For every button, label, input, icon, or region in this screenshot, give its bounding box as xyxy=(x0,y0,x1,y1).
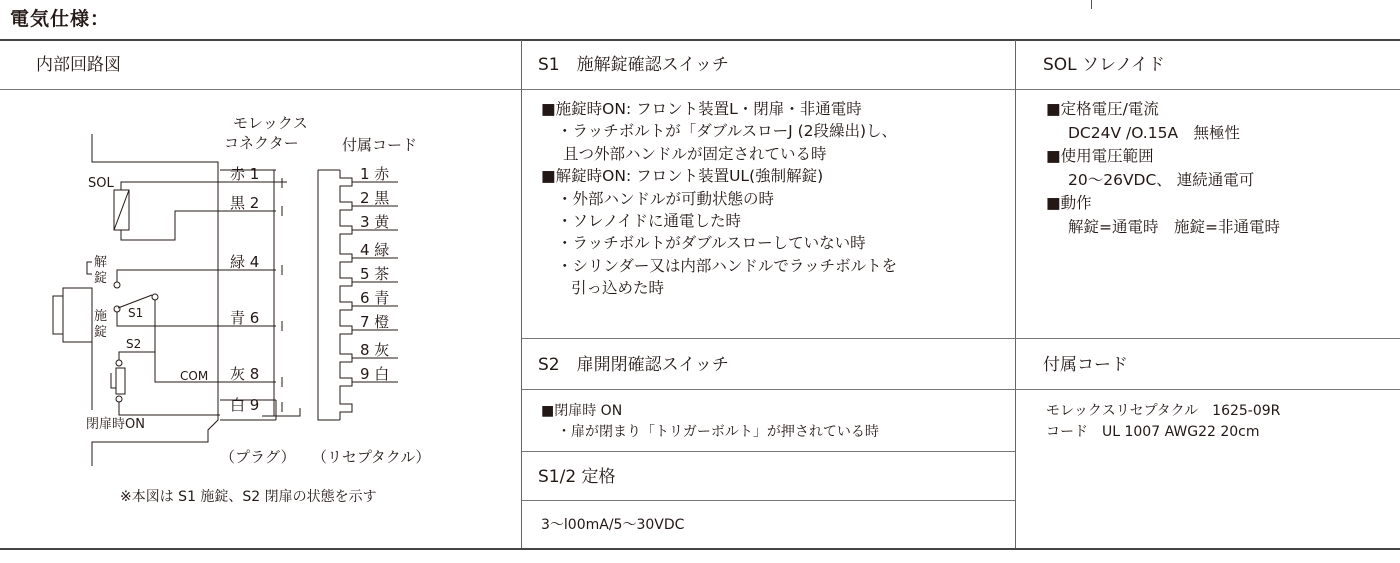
header-s1: S1 施解錠確認スイッチ xyxy=(538,55,729,75)
front-plate xyxy=(53,296,63,334)
corner-tick xyxy=(1091,0,1092,9)
sol-line: ■動作 xyxy=(1046,194,1092,212)
plug-pin-label: 赤 1 xyxy=(230,165,260,183)
s1-line: 且つ外部ハンドルが固定されている時 xyxy=(563,144,827,163)
diagram-note: ※本図は S1 施錠、S2 閉扉の状態を示す xyxy=(120,489,377,505)
cord-pin-label: 7 橙 xyxy=(360,313,390,331)
lock-label: 錠 xyxy=(94,325,108,340)
s2-wire-com xyxy=(119,352,155,360)
unlock-label: 解 xyxy=(94,255,108,270)
s1-line: ・ソレノイドに通電した時 xyxy=(557,212,741,231)
header-rating: S1/2 定格 xyxy=(538,467,616,487)
receptacle-shell xyxy=(318,170,340,420)
sol-line: ■定格電圧/電流 xyxy=(1046,100,1159,118)
case-left-notch xyxy=(87,262,92,274)
solenoid-slash xyxy=(114,190,129,230)
s2-description xyxy=(541,401,879,443)
s2-wire-closed xyxy=(119,402,220,415)
s2-contact-b xyxy=(116,396,122,402)
unlock-label: 錠 xyxy=(94,271,108,286)
row-divider-rating-body xyxy=(521,500,1015,501)
row-divider-cord xyxy=(1015,389,1400,390)
row-divider-rating xyxy=(521,451,1015,452)
s1-label: S1 xyxy=(128,306,144,320)
cord-pin-label: 6 青 xyxy=(360,289,390,307)
s2-lever xyxy=(111,373,116,388)
header-sol: SOL ソレノイド xyxy=(1043,55,1165,75)
com-label: COM xyxy=(180,369,209,383)
cord-pin-label: 5 茶 xyxy=(360,265,390,283)
col-divider-1 xyxy=(521,40,522,548)
cord-pin-label: 4 緑 xyxy=(360,241,390,259)
connector-label: コネクター xyxy=(224,134,299,152)
plug-pin-label: 白 9 xyxy=(230,396,260,414)
receptacle-label: （リセプタクル） xyxy=(312,448,431,466)
circuit-diagram xyxy=(0,90,521,547)
s1-pivot xyxy=(152,294,158,300)
front-bracket xyxy=(63,288,92,342)
s1-description xyxy=(541,98,897,300)
receptacle-pins xyxy=(340,170,352,420)
connector-label: モレックス xyxy=(233,114,308,132)
s2-line: ■閉扉時 ON xyxy=(541,403,623,419)
row-divider-s2 xyxy=(521,338,1400,339)
sol-wire-bottom xyxy=(121,211,220,240)
s1-line: ・ラッチボルトが「ダブルスローJ (2段繰出)し、 xyxy=(557,122,898,141)
s1-wire-unlock xyxy=(117,270,220,282)
col-divider-2 xyxy=(1015,40,1016,548)
lock-label: 施 xyxy=(94,309,108,324)
s1-line: ■解錠時ON: フロント装置UL(強制解錠) xyxy=(541,167,824,186)
header-circuit: 内部回路図 xyxy=(36,55,121,75)
cord-pin-label: 9 白 xyxy=(360,365,390,383)
cord-pin-label: 8 灰 xyxy=(360,341,390,359)
plug-bottom xyxy=(262,408,300,416)
sol-line: 解錠=通電時 施錠=非通電時 xyxy=(1068,217,1280,236)
s2-body xyxy=(116,368,125,394)
cord-pin-label: 1 赤 xyxy=(360,165,390,183)
s1-contact-lock xyxy=(114,306,120,312)
plug-pin-label: 黒 2 xyxy=(230,194,260,212)
plug-pin-label: 灰 8 xyxy=(230,365,260,383)
s1-line: ・外部ハンドルが可動状態の時 xyxy=(557,189,775,208)
table-top-rule xyxy=(0,39,1400,41)
header-cord: 付属コード xyxy=(1043,355,1128,375)
sol-line: ■使用電圧範囲 xyxy=(1046,147,1154,165)
sol-line: DC24V /O.15A 無極性 xyxy=(1068,123,1241,142)
closed-label: 閉扉時ON xyxy=(86,417,145,432)
cord-line: モレックスリセプタクル 1625-09R xyxy=(1046,403,1281,419)
rating-value: 3〜l00mA/5〜30VDC xyxy=(541,517,685,533)
cord-line: コード UL 1007 AWG22 20cm xyxy=(1046,424,1260,440)
s1-line: 引っ込めた時 xyxy=(571,279,665,298)
s2-contact-a xyxy=(116,360,122,366)
plug-pin-label: 緑 4 xyxy=(230,253,260,271)
cord-description xyxy=(1046,401,1280,443)
sol-line: 20〜26VDC、 連続通電可 xyxy=(1068,170,1255,189)
cord-label: 付属コード xyxy=(342,136,418,154)
plug-label: （プラグ） xyxy=(220,448,296,466)
plug-pin-label: 青 6 xyxy=(230,309,260,327)
sol-wire-top xyxy=(121,182,220,190)
s2-line: ・扉が閉まり「トリガーボルト」が押されている時 xyxy=(557,424,879,440)
table-bottom-rule xyxy=(0,548,1400,550)
cord-pin-label: 3 黄 xyxy=(360,213,390,231)
row-divider-s2-body xyxy=(521,389,1015,390)
sol-label: SOL xyxy=(88,176,114,191)
s1-line: ・シリンダー又は内部ハンドルでラッチボルトを xyxy=(557,256,898,275)
s1-line: ・ラッチボルトがダブルスローしていない時 xyxy=(557,234,866,253)
sol-description xyxy=(1046,98,1280,239)
header-s2: S2 扉開閉確認スイッチ xyxy=(538,355,729,375)
cord-pin-label: 2 黒 xyxy=(360,189,390,207)
page-title: 電気仕様： xyxy=(10,8,111,30)
s2-label: S2 xyxy=(126,337,142,351)
s1-line: ■施錠時ON: フロント装置L・閉扉・非通電時 xyxy=(541,100,862,118)
s1-contact-unlock xyxy=(114,282,120,288)
